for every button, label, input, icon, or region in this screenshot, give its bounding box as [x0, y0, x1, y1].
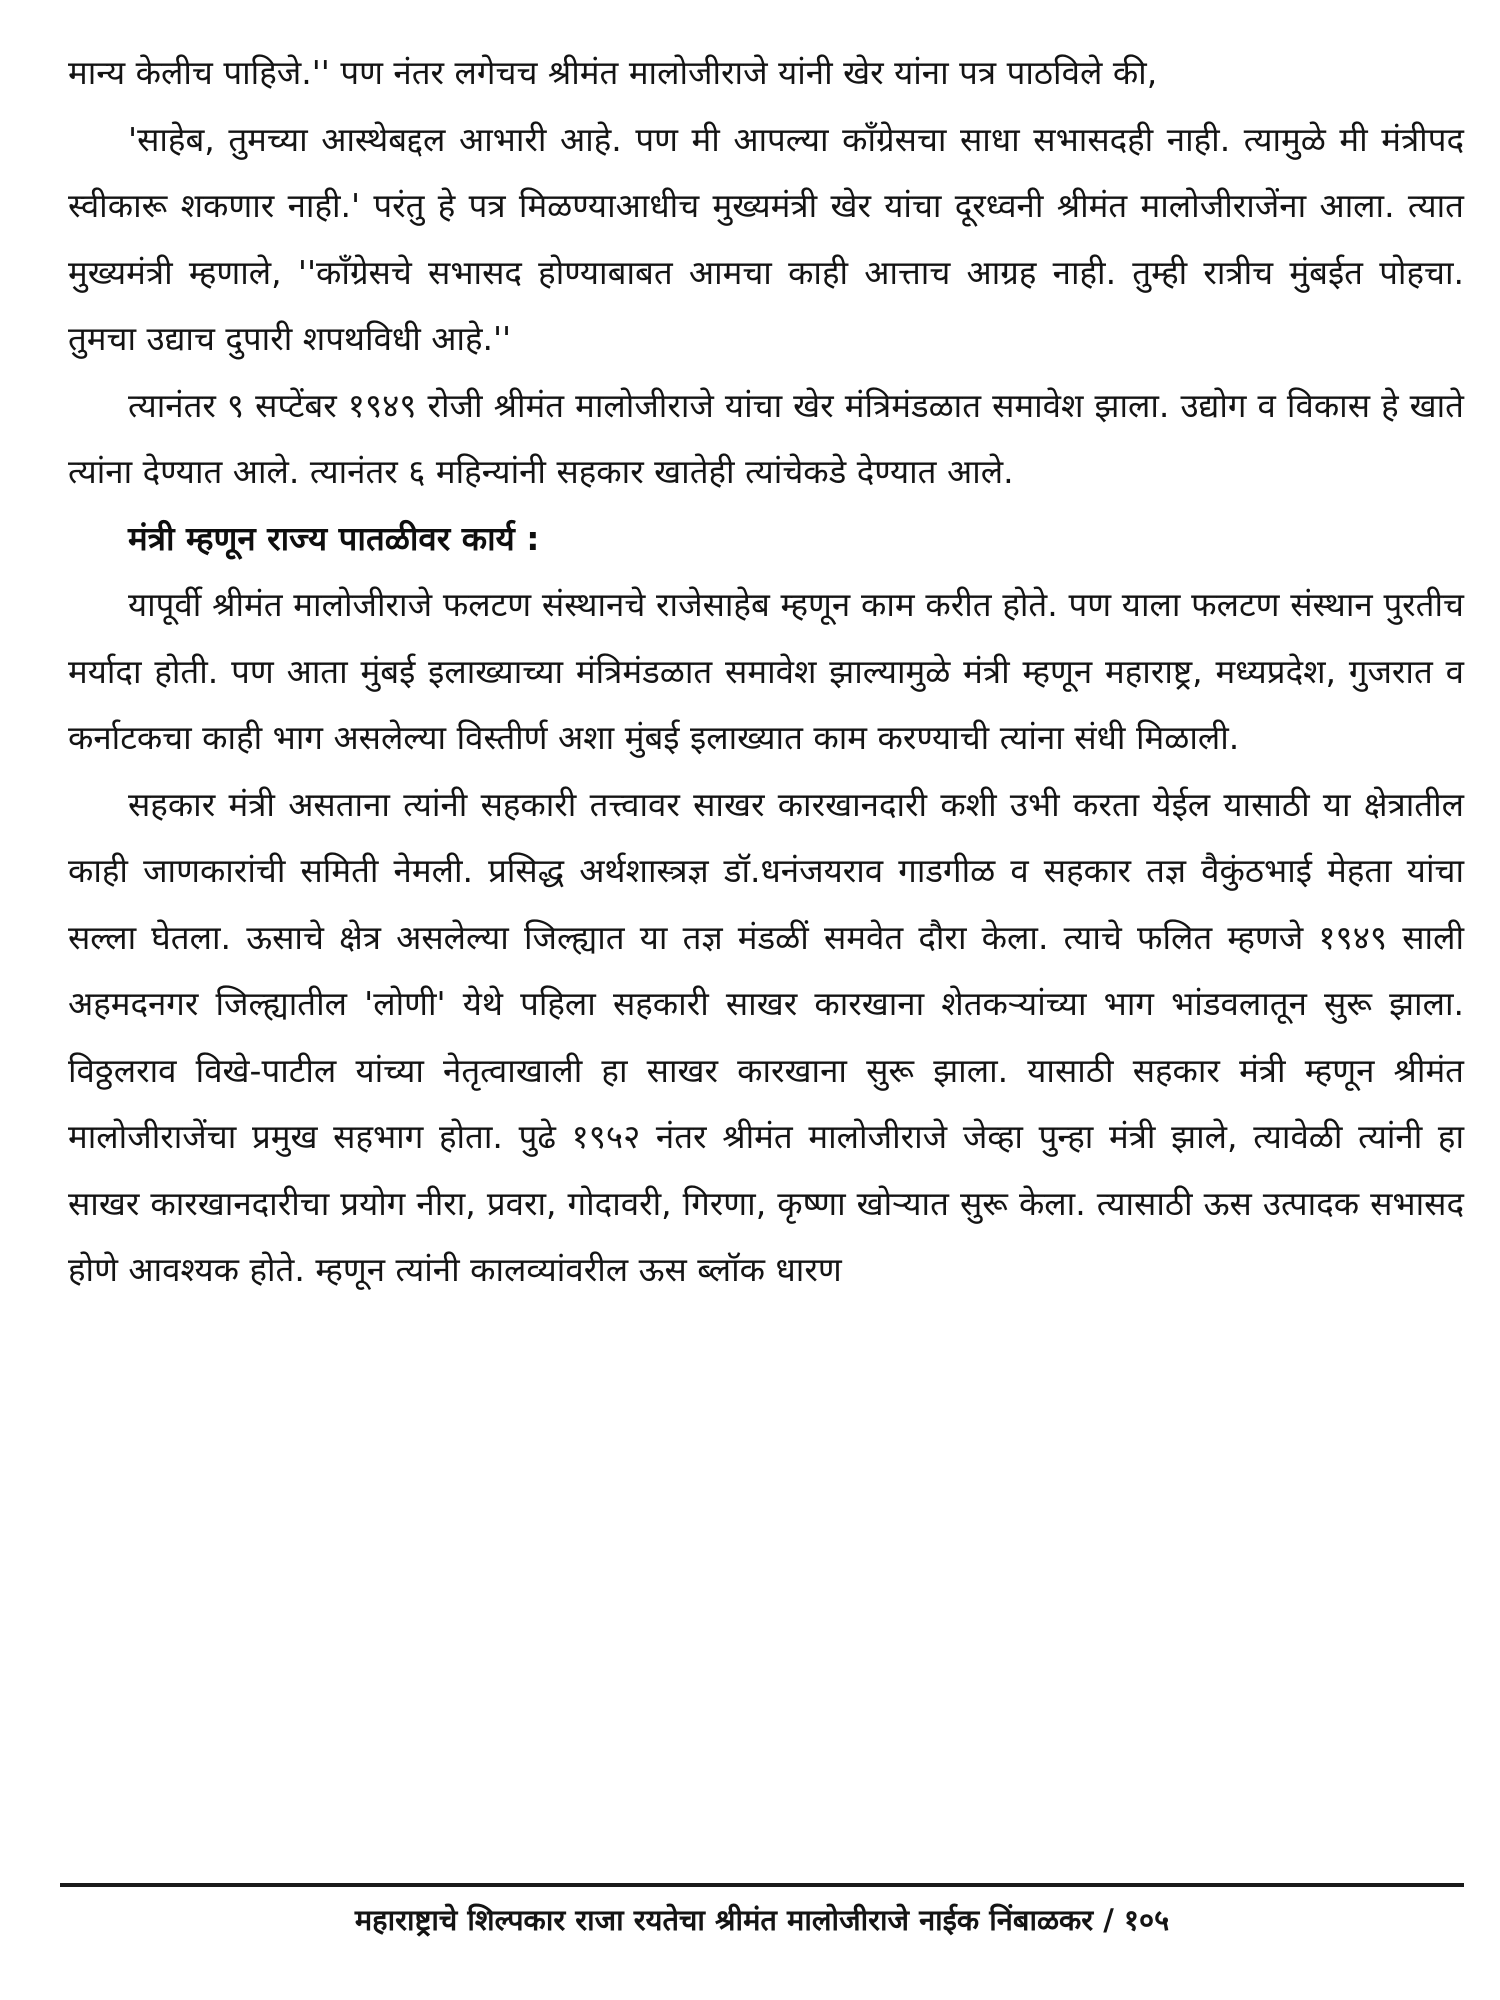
paragraph-3: त्यानंतर ९ सप्टेंबर १९४९ रोजी श्रीमंत मालोजीराजे यांचा खेर मंत्रिमंडळात समावेश झाला. उद्योग व विकास हे खाते त्यांना देण्यात आले. त्यानंतर ६ महिन्यांनी सहकार खातेही त्यांचेकडे देण्यात आले. — [68, 385, 1464, 491]
paragraph-1: मान्य केलीच पाहिजे.'' पण नंतर लगेचच श्रीमंत मालोजीराजे यांनी खेर यांना पत्र पाठविले की, — [68, 53, 1158, 92]
page-body — [68, 40, 1464, 1304]
paragraph-2: 'साहेब, तुमच्या आस्थेबद्दल आभारी आहे. पण मी आपल्या काँग्रेसचा साधा सभासदही नाही. त्यामुळे मी मंत्रीपद स्वीकारू शकणार नाही.' परंतु हे पत्र मिळण्याआधीच मुख्यमंत्री खेर यांचा दूरध्वनी श्रीमंत मालोजीराजेंना आला. त्यात मुख्यमंत्री म्हणाले, ''काँग्रेसचे सभासद होण्याबाबत आमचा काही आत्ताच आग्रह नाही. तुम्ही रात्रीच मुंबईत पोहचा. तुमचा उद्याच दुपारी शपथविधी आहे.'' — [68, 119, 1464, 358]
footer-divider — [60, 1883, 1464, 1887]
page-footer: महाराष्ट्राचे शिल्पकार राजा रयतेचा श्रीमंत मालोजीराजे नाईक निंबाळकर / १०५ — [354, 1903, 1170, 1937]
section-heading: मंत्री म्हणून राज्य पातळीवर कार्य : — [128, 518, 540, 558]
paragraph-4: यापूर्वी श्रीमंत मालोजीराजे फलटण संस्थानचे राजेसाहेब म्हणून काम करीत होते. पण याला फलटण संस्थान पुरतीच मर्यादा होती. पण आता मुंबई इलाख्याच्या मंत्रिमंडळात समावेश झाल्यामुळे मंत्री म्हणून महाराष्ट्र, मध्यप्रदेश, गुजरात व कर्नाटकचा काही भाग असलेल्या विस्तीर्ण अशा मुंबई इलाख्यात काम करण्याची त्यांना संधी मिळाली. — [68, 585, 1464, 757]
paragraph-5: सहकार मंत्री असताना त्यांनी सहकारी तत्त्वावर साखर कारखानदारी कशी उभी करता येईल यासाठी या क्षेत्रातील काही जाणकारांची समिती नेमली. प्रसिद्ध अर्थशास्त्रज्ञ डॉ.धनंजयराव गाडगीळ व सहकार तज्ञ वैकुंठभाई मेहता यांचा सल्ला घेतला. ऊसाचे क्षेत्र असलेल्या जिल्ह्यात या तज्ञ मंडळीं समवेत दौरा केला. त्याचे फलित म्हणजे १९४९ साली अहमदनगर जिल्ह्यातील 'लोणी' येथे पहिला सहकारी साखर कारखाना शेतकऱ्यांच्या भाग भांडवलातून सुरू झाला. विठ्ठलराव विखे-पाटील यांच्या नेतृत्वाखाली हा साखर कारखाना सुरू झाला. यासाठी सहकार मंत्री म्हणून श्रीमंत मालोजीराजेंचा प्रमुख सहभाग होता. पुढे १९५२ नंतर श्रीमंत मालोजीराजे जेव्हा पुन्हा मंत्री झाले, त्यावेळी त्यांनी हा साखर कारखानदारीचा प्रयोग नीरा, प्रवरा, गोदावरी, गिरणा, कृष्णा खोऱ्यात सुरू केला. त्यासाठी ऊस उत्पादक सभासद होणे आवश्यक होते. म्हणून त्यांनी कालव्यांवरील ऊस ब्लॉक धारण — [68, 784, 1464, 1289]
